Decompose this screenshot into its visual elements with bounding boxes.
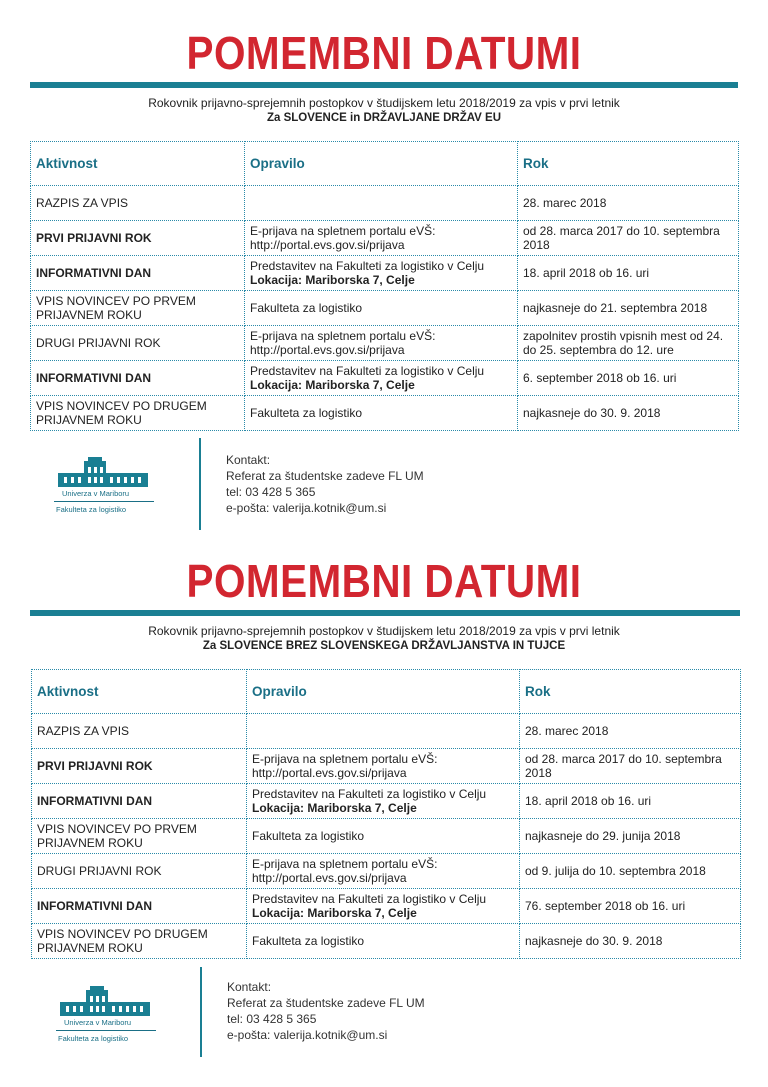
table-row [31, 291, 739, 326]
contact-phone[interactable]: tel: 03 428 5 365 [227, 1012, 317, 1026]
logo-university-text: Univerza v Mariboru [62, 489, 130, 498]
task-cell [247, 714, 520, 749]
task-cell [245, 326, 518, 361]
schedule-table [30, 141, 739, 431]
activity-cell: RAZPIS ZA VPIS [31, 186, 245, 221]
task-line: E-prijava na spletnem portalu eVŠ: [252, 857, 438, 871]
contact-office: Referat za študentske zadeve FL UM [227, 996, 425, 1010]
task-cell [245, 256, 518, 291]
task-cell [245, 186, 518, 221]
task-line: Predstavitev na Fakulteti za logistiko v Celju [250, 259, 485, 273]
deadline-cell: 28. marec 2018 [518, 186, 739, 221]
header-deadline: Rok [518, 142, 739, 186]
activity-cell: PRVI PRIJAVNI ROK [32, 749, 247, 784]
logo-faculty-text: Fakulteta za logistiko [58, 1034, 129, 1043]
deadline-cell: najkasneje do 30. 9. 2018 [520, 924, 741, 959]
header-deadline: Rok [520, 670, 741, 714]
page-title: POMEMBNI DATUMI [186, 27, 582, 79]
task-cell [247, 819, 520, 854]
deadline-cell: 18. april 2018 ob 16. uri [520, 784, 741, 819]
university-logo [56, 984, 166, 1054]
contact-divider [199, 438, 201, 530]
table-row [32, 889, 741, 924]
table-header-row [32, 670, 741, 714]
subtitle: Rokovnik prijavno-sprejemnih postopkov v študijskem letu 2018/2019 za vpis v prvi letnik [148, 96, 620, 110]
logo-divider [56, 1030, 156, 1031]
task-cell [245, 396, 518, 431]
table-row [31, 256, 739, 291]
title-divider [30, 610, 740, 616]
deadline-cell: najkasneje do 21. septembra 2018 [518, 291, 739, 326]
table-row [32, 784, 741, 819]
deadline-cell: od 28. marca 2017 do 10. septembra 2018 [520, 749, 741, 784]
contact-block [226, 452, 424, 516]
activity-cell: INFORMATIVNI DAN [32, 784, 247, 819]
contact-divider [200, 967, 202, 1057]
deadline-cell: 18. april 2018 ob 16. uri [518, 256, 739, 291]
task-line: Fakulteta za logistiko [252, 829, 365, 843]
deadline-cell: zapolnitev prostih vpisnih mest od 24. do 25. septembra do 12. ure [518, 326, 739, 361]
task-cell [247, 749, 520, 784]
activity-cell: VPIS NOVINCEV PO PRVEM PRIJAVNEM ROKU [31, 291, 245, 326]
location-line: Lokacija: Mariborska 7, Celje [252, 906, 417, 920]
task-cell [247, 784, 520, 819]
logo-divider [54, 501, 154, 502]
activity-cell: INFORMATIVNI DAN [32, 889, 247, 924]
contact-office: Referat za študentske zadeve FL UM [226, 469, 424, 483]
task-cell [245, 221, 518, 256]
table-row [32, 854, 741, 889]
contact-label: Kontakt: [226, 453, 271, 467]
activity-cell: VPIS NOVINCEV PO DRUGEM PRIJAVNEM ROKU [31, 396, 245, 431]
task-line: Fakulteta za logistiko [250, 301, 363, 315]
task-line: Fakulteta za logistiko [252, 934, 365, 948]
logo-university-text: Univerza v Mariboru [64, 1018, 132, 1027]
table-row [32, 714, 741, 749]
contact-email[interactable]: e-pošta: valerija.kotnik@um.si [227, 1028, 388, 1042]
task-line: Predstavitev na Fakulteti za logistiko v Celju [250, 364, 485, 378]
header-task: Opravilo [245, 142, 518, 186]
task-cell [245, 291, 518, 326]
activity-cell: PRVI PRIJAVNI ROK [31, 221, 245, 256]
task-line: Predstavitev na Fakulteti za logistiko v Celju [252, 892, 487, 906]
header-activity: Aktivnost [32, 670, 247, 714]
title-divider [30, 82, 738, 88]
schedule-table [31, 669, 741, 959]
task-line: Fakulteta za logistiko [250, 406, 363, 420]
contact-label: Kontakt: [227, 980, 272, 994]
contact-phone[interactable]: tel: 03 428 5 365 [226, 485, 316, 499]
deadline-cell: najkasneje do 29. junija 2018 [520, 819, 741, 854]
university-logo [54, 455, 164, 525]
table-row [31, 186, 739, 221]
activity-cell: INFORMATIVNI DAN [31, 361, 245, 396]
activity-cell: INFORMATIVNI DAN [31, 256, 245, 291]
page-title: POMEMBNI DATUMI [186, 555, 582, 607]
deadline-cell: 28. marec 2018 [520, 714, 741, 749]
portal-link[interactable]: http://portal.evs.gov.si/prijava [250, 343, 405, 357]
activity-cell: RAZPIS ZA VPIS [32, 714, 247, 749]
table-row [31, 361, 739, 396]
table-header-row [31, 142, 739, 186]
deadline-cell: od 9. julija do 10. septembra 2018 [520, 854, 741, 889]
portal-link[interactable]: http://portal.evs.gov.si/prijava [252, 871, 407, 885]
header-task: Opravilo [247, 670, 520, 714]
activity-cell: DRUGI PRIJAVNI ROK [31, 326, 245, 361]
portal-link[interactable]: http://portal.evs.gov.si/prijava [250, 238, 405, 252]
location-line: Lokacija: Mariborska 7, Celje [250, 273, 415, 287]
deadline-cell: najkasneje do 30. 9. 2018 [518, 396, 739, 431]
task-cell [247, 924, 520, 959]
audience-heading: Za SLOVENCE BREZ SLOVENSKEGA DRŽAVLJANSTVA IN TUJCE [202, 640, 566, 652]
contact-email[interactable]: e-pošta: valerija.kotnik@um.si [226, 501, 387, 515]
contact-block [227, 979, 425, 1043]
table-row [32, 924, 741, 959]
task-line: E-prijava na spletnem portalu eVŠ: [250, 329, 436, 343]
subtitle: Rokovnik prijavno-sprejemnih postopkov v študijskem letu 2018/2019 za vpis v prvi letnik [148, 624, 620, 638]
task-cell [245, 361, 518, 396]
activity-cell: VPIS NOVINCEV PO PRVEM PRIJAVNEM ROKU [32, 819, 247, 854]
location-line: Lokacija: Mariborska 7, Celje [250, 378, 415, 392]
task-cell [247, 889, 520, 924]
deadline-cell: od 28. marca 2017 do 10. septembra 2018 [518, 221, 739, 256]
deadline-cell: 76. september 2018 ob 16. uri [520, 889, 741, 924]
portal-link[interactable]: http://portal.evs.gov.si/prijava [252, 766, 407, 780]
task-line: E-prijava na spletnem portalu eVŠ: [250, 224, 436, 238]
task-line: E-prijava na spletnem portalu eVŠ: [252, 752, 438, 766]
table-row [31, 221, 739, 256]
audience-heading: Za SLOVENCE in DRŽAVLJANE DRŽAV EU [266, 112, 502, 124]
table-row [31, 396, 739, 431]
table-row [32, 819, 741, 854]
header-activity: Aktivnost [31, 142, 245, 186]
table-row [32, 749, 741, 784]
activity-cell: VPIS NOVINCEV PO DRUGEM PRIJAVNEM ROKU [32, 924, 247, 959]
task-line: Predstavitev na Fakulteti za logistiko v Celju [252, 787, 487, 801]
deadline-cell: 6. september 2018 ob 16. uri [518, 361, 739, 396]
location-line: Lokacija: Mariborska 7, Celje [252, 801, 417, 815]
table-row [31, 326, 739, 361]
activity-cell: DRUGI PRIJAVNI ROK [32, 854, 247, 889]
logo-faculty-text: Fakulteta za logistiko [56, 505, 127, 514]
task-cell [247, 854, 520, 889]
